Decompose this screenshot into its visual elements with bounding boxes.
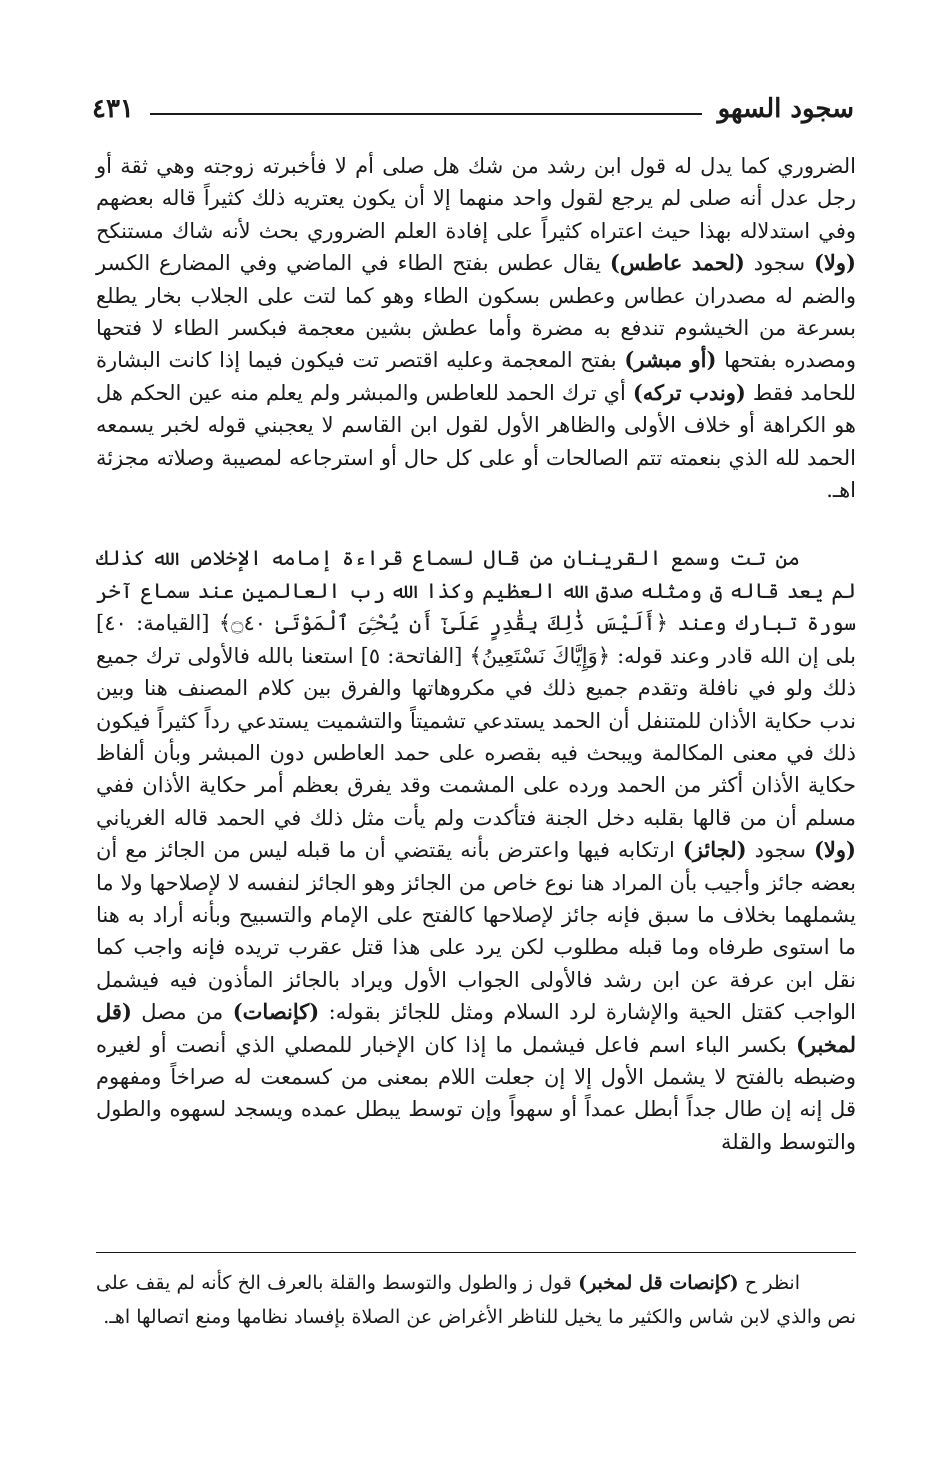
text-segment: قول ز والطول والتوسط والقلة بالعرف الخ كأنه لم يقف على نص والذي لابن شاس والكثير ما يخيل للناظر الأغراض عن الصلاة بإفساد نظامها ومنع اتصالها اهـ. bbox=[96, 1272, 856, 1328]
text-segment: من مصل bbox=[141, 1000, 224, 1025]
text-segment: بكسر الباء اسم فاعل فيشمل ما إذا كان الإخبار للمصلي الذي أنصت أو لغيره وضبطه بالفتح لا يشمل الأول إلا إن جعلت اللام بمعنى من كسمعت له صراخاً ومفهوم قل إنه إن طال جداً أبطل عمداً أو سهواً وإن توسط يبطل عمده ويسجد لسهوه والطول والتوسط والقلة bbox=[96, 1032, 856, 1154]
text-segment: ارتكابه فيها واعترض بأنه يقتضي أن ما قبله ليس من الجائز مع أن بعضه جائز وأجيب بأن المراد هنا نوع خاص من الجائز وهو الجائز لنفسه لا لإصلاحها ولا ما يشملهما بخلاف ما سبق فإنه جائز لإصلاحها كالفتح على الإمام والتسبيح وبأنه أراد به هنا ما استوى طرفاه وما قبله مطلوب لكن يرد على هذا قتل عقرب تريده فإنه واجب كما نقل ابن عرفة عن ابن رشد فالأولى الجواب الأول ويراد بالجائز المأذون فيه فيشمل الواجب كقتل الحية والإشارة لرد السلام ومثل للجائز بقوله: bbox=[96, 838, 856, 1025]
matn-phrase: (ولا) bbox=[813, 837, 856, 863]
text-segment: سجود bbox=[753, 251, 806, 276]
quran-verse: ﴿وَإِيَّاكَ نَسْتَعِينُ﴾ bbox=[469, 643, 611, 668]
matn-phrase: (قل لمخبر) bbox=[96, 999, 856, 1057]
text-segment: [القيامة: ٤٠] بلى إن الله قادر وعند قوله: bbox=[96, 611, 857, 668]
page-header bbox=[92, 86, 854, 132]
running-title: سجود السهو bbox=[717, 94, 854, 124]
text-segment: يقال عطس بفتح الطاء في الماضي وفي المضارع الكسر والضم له مصدران عطاس وعطس بسكون الطاء وهو كما لتت على الجلاب بخار يطلع بسرعة من الخيشوم تندفع به مضرة وأما عطش بشين معجمة فبكسر الطاء لا فتحها ومصدره بفتحها bbox=[96, 251, 857, 373]
quran-verse: ﴿أَلَيْسَ ذَٰلِكَ بِقَٰدِرٍ عَلَىٰٓ أَن يُحْـِۧىَ ٱلْمَوْتَىٰ ۝٤٠﴾ bbox=[218, 611, 668, 636]
text-segment: سجود bbox=[754, 838, 806, 863]
matn-phrase: (لجائز) bbox=[682, 837, 747, 863]
footnote-divider bbox=[96, 1252, 856, 1253]
matn-phrase: (أو مبشر) bbox=[624, 347, 717, 373]
page-number: ٤٣١ bbox=[92, 94, 134, 124]
text-segment: أي ترك الحمد للعاطس والمبشر ولم يعلم منه عين الحكم هل هو الكراهة أو خلاف الأولى والظاهر الأول لقول ابن القاسم لا يعجبني قوله لخبر يسمعه الحمد لله الذي بنعمته تتم الصالحات أو على كل حال أو استرجاعه لمصيبة وصلاته مجزئة اهـ. bbox=[96, 380, 856, 503]
matn-phrase: (وندب تركه) bbox=[632, 379, 746, 405]
paragraph-1 bbox=[96, 150, 856, 506]
paragraph-2 bbox=[96, 542, 856, 1158]
footnote bbox=[96, 1266, 856, 1334]
text-segment: بفتح المعجمة وعليه اقتصر تت فيكون فيما إذا كانت البشارة للحامد فقط bbox=[96, 348, 856, 405]
main-text bbox=[96, 150, 856, 1158]
matn-phrase: (ولا) bbox=[813, 250, 856, 276]
matn-phrase: (كإنصات قل لمخبر) bbox=[578, 1272, 739, 1294]
text-segment: الضروري كما يدل له قول ابن رشد من شك هل صلى أم لا فأخبرته زوجته وهي ثقة أو رجل عدل أنه صلى لم يرجع لقول واحد منهما إلا أن يكون يعتريه ذلك كثيراً قاله بعضهم وفي استدلاله بهذا حيث اعتراه كثيراً على إفادة العلم الضروري بحث لأنه شاك مستنكح bbox=[96, 154, 856, 243]
matn-phrase: (لحمد عاطس) bbox=[609, 250, 745, 276]
header-rule bbox=[150, 113, 702, 115]
matn-phrase: (كإنصات) bbox=[232, 999, 320, 1025]
text-segment: من تت وسمع القرينان من قال لسماع قراءة إمامه الإخلاص الله كذلك لم يعد قاله ق ومثله صدق الله العظيم وكذا الله رب العالمين عند سماع آخر سورة تبارك وعند bbox=[96, 546, 856, 636]
text-segment: انظر ح bbox=[744, 1272, 800, 1294]
text-segment: [الفاتحة: ٥] استعنا بالله فالأولى ترك جميع ذلك ولو في نافلة وتقدم جميع ذلك في مكروهاتها والفرق بين كلام المصنف هنا وبين ندب حكاية الأذان للمتنفل أن الحمد يستدعي تشميتاً والتشميت يستدعي رداً كثيراً فيكون ذلك في معنى المكالمة ويبحث فيه بقصره على حمد العاطس دون المبشر وبأن ألفاظ حكاية الأذان أكثر من الحمد ورده على المشمت وقد يفرق بعظم أمر حكاية الأذان ففي مسلم أن من قالها بقلبه دخل الجنة فتأكدت ولم يأت مثل ذلك في الحمد قاله الغرياني bbox=[96, 643, 856, 830]
